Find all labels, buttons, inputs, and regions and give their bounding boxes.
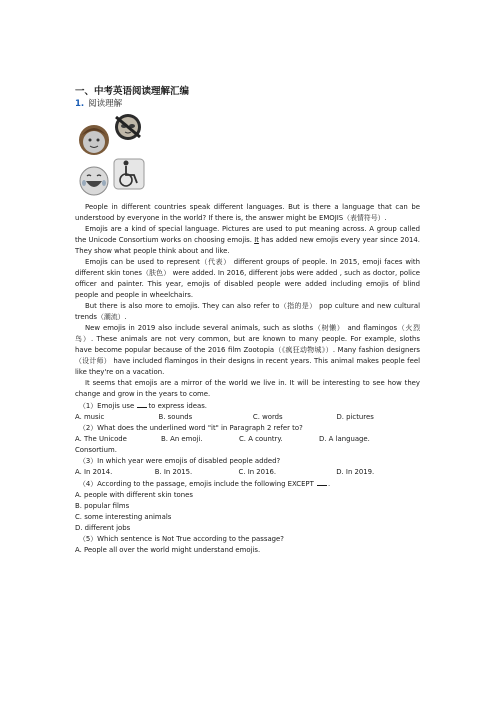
sloth-emoji-icon: [115, 114, 141, 140]
section-number: 1.: [75, 99, 85, 109]
option[interactable]: C. A country.: [239, 435, 283, 443]
passage-and-questions: [75, 202, 420, 556]
page-heading: 一、中考英语阅读理解汇编: [75, 86, 190, 97]
question-2-options: [75, 434, 420, 456]
wheelchair-emoji-icon: [114, 159, 144, 189]
answer-blank: [137, 400, 147, 408]
option[interactable]: D. In 2019.: [336, 468, 375, 476]
passage-paragraph-2: Emojis are a kind of special language. Pictures are used to put meaning across. A group called the Unicode Consortium works on choosing emojis. It has added new emojis every year since 2014. They show what people think about and like.: [75, 225, 420, 255]
option[interactable]: A. people with different skin tones: [75, 491, 193, 499]
option[interactable]: A. People all over the world might understand emojis.: [75, 546, 261, 554]
section-title: 阅读理解: [88, 99, 123, 109]
option[interactable]: D. A language.: [319, 435, 370, 443]
question-4-stem: （4）According to the passage, emojis include the following EXCEPT .: [79, 480, 331, 488]
option[interactable]: A. The Unicode Consortium.: [75, 435, 127, 454]
passage-paragraph-6: It seems that emojis are a mirror of the world we live in. It will be interesting to see how they change and grow in the years to come.: [75, 379, 420, 398]
option[interactable]: A. music: [75, 413, 105, 421]
option[interactable]: D. pictures: [336, 413, 374, 421]
passage-paragraph-5: New emojis in 2019 also include several animals, such as sloths（树懒） and flamingos（火烈鸟）. These animals are not very common, but are known to many people. For example, sloths have become popular because of the 2016 film Zootopia（《疯狂动物城》）. Many fashion designers（设计师） have included flamingos in their designs in recent years. This animal makes people feel like they're on a vacation.: [75, 324, 420, 376]
underlined-word: It: [254, 236, 259, 244]
question-1-stem: （1）Emojis use to express ideas.: [79, 402, 207, 410]
question-2-stem: （2）What does the underlined word "it" in Paragraph 2 refer to?: [79, 424, 303, 432]
option[interactable]: B. sounds: [158, 413, 193, 421]
option[interactable]: C. words: [252, 413, 283, 421]
question-1-options: [75, 412, 420, 423]
option[interactable]: B. An emoji.: [161, 435, 203, 443]
girl-emoji-icon: [79, 125, 109, 155]
option[interactable]: C. In 2016.: [238, 468, 277, 476]
option[interactable]: D. different jobs: [75, 524, 131, 532]
option[interactable]: A. In 2014.: [75, 468, 113, 476]
passage-paragraph-4: But there is also more to emojis. They can also refer to（指的是） pop culture and new cultural trends（潮流）.: [75, 302, 420, 321]
option[interactable]: C. some interesting animals: [75, 513, 172, 521]
passage-paragraph-1: People in different countries speak different languages. But is there a language that can be understood by everyone in the world? If there is, the answer might be EMOJIS（表情符号）.: [75, 203, 420, 222]
question-5-stem: （5）Which sentence is Not True according to the passage?: [79, 535, 284, 543]
question-3-stem: （3）In which year were emojis of disabled people added?: [79, 457, 281, 465]
question-3-options: [75, 467, 420, 478]
emoji-illustration: [76, 113, 148, 197]
option[interactable]: B. In 2015.: [154, 468, 193, 476]
laughing-emoji-icon: [80, 167, 108, 195]
option[interactable]: B. popular films: [75, 502, 130, 510]
passage-paragraph-3: Emojis can be used to represent（代表） different groups of people. In 2015, emoji faces with different skin tones（肤色） were added. In 2016, different jobs were added , such as doctor, police officer and painter. This year, emojis of disabled people were added including emojis of blind people and people in wheelchairs.: [75, 258, 420, 299]
section-heading: [75, 97, 122, 109]
answer-blank: [317, 478, 327, 486]
